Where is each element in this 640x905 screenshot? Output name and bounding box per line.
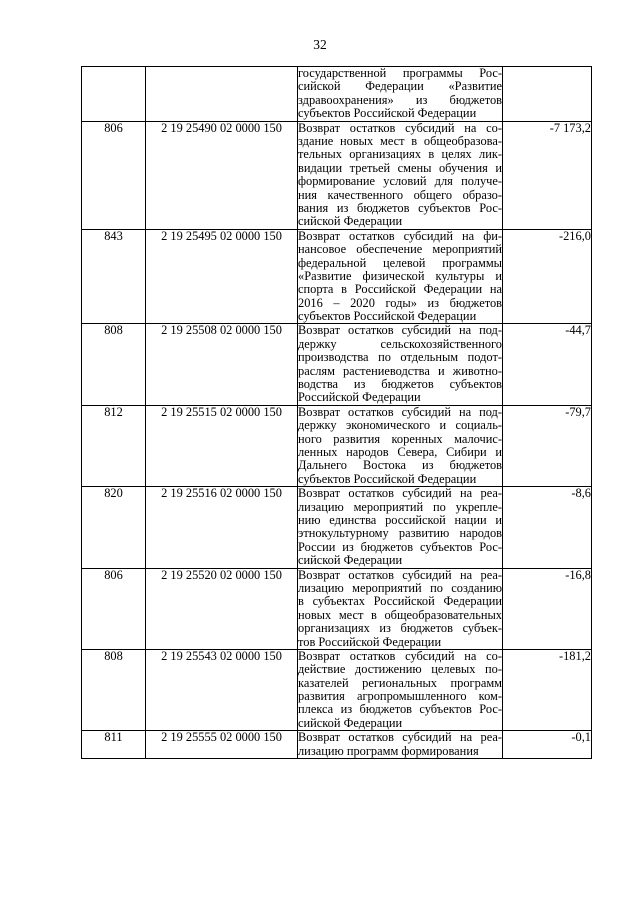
income-name-line: «Развитие физической культуры и (298, 269, 502, 283)
income-name-cell (298, 324, 503, 405)
amount-cell (503, 67, 592, 122)
budget-classification-code-cell: 2 19 25520 02 0000 150 (146, 568, 298, 649)
budget-classification-code-cell: 2 19 25495 02 0000 150 (146, 229, 298, 324)
income-name-cell (298, 405, 503, 486)
income-name-cell (298, 649, 503, 730)
income-name-line: 2016 – 2020 годы» из бюджетов (298, 296, 502, 310)
income-name-line: тельных организациях в целях лик- (298, 148, 502, 162)
income-name-line: действие достижению целевых по- (298, 663, 502, 677)
income-name-line: субъектов Российской Федерации (298, 471, 477, 486)
table-row (82, 121, 592, 229)
income-name-cell (298, 67, 503, 122)
page-number: 32 (313, 37, 327, 52)
income-name-line: казателей региональных программ (298, 676, 502, 690)
income-name-line: держку сельскохозяйственного (298, 337, 502, 351)
income-name-line: сийской Федерации (298, 214, 403, 229)
income-name-line: здравоохранения» из бюджетов (298, 93, 502, 107)
income-name-line: Возврат остатков субсидий на со- (298, 649, 502, 663)
income-name-line: Возврат остатков субсидий на реа- (298, 731, 502, 745)
table-row (82, 568, 592, 649)
income-name-line: лизацию мероприятий по укрепле- (298, 500, 502, 514)
income-name-line: раслям растениеводства и животно- (298, 364, 502, 378)
income-name-line: субъектов Российской Федерации (298, 309, 477, 324)
income-name-line: держку экономического и социаль- (298, 419, 502, 433)
admin-code-cell: 806 (82, 121, 146, 229)
budget-classification-code-cell: 2 19 25543 02 0000 150 (146, 649, 298, 730)
income-name-cell (298, 731, 503, 759)
budget-classification-code-cell: 2 19 25516 02 0000 150 (146, 487, 298, 568)
table-row (82, 649, 592, 730)
income-name-line: государственной программы Рос- (298, 67, 502, 80)
income-name-line: в субъектах Российской Федерации (298, 595, 502, 609)
amount-cell: -181,2 (503, 649, 592, 730)
income-name-line: ния качественного общего образо- (298, 188, 502, 202)
income-name-line: Дальнего Востока из бюджетов (298, 459, 502, 473)
budget-classification-code-cell (146, 67, 298, 122)
income-name-line: новых мест в общеобразовательных (298, 608, 502, 622)
income-name-line: формирование условий для получе- (298, 175, 502, 189)
income-name-line: плекса из бюджетов субъектов Рос- (298, 703, 502, 717)
amount-cell: -16,8 (503, 568, 592, 649)
income-name-line: здание новых мест в общеобразова- (298, 134, 502, 148)
income-name-line: водства из бюджетов субъектов (298, 378, 502, 392)
income-name-line: Возврат остатков субсидий на фи- (298, 229, 502, 243)
admin-code-cell: 806 (82, 568, 146, 649)
income-name-line: сийской Федерации (298, 715, 403, 730)
budget-classification-code-cell: 2 19 25508 02 0000 150 (146, 324, 298, 405)
admin-code-cell: 812 (82, 405, 146, 486)
income-name-line: нансовое обеспечение мероприятий (298, 243, 502, 257)
income-name-line: ного развития коренных малочис- (298, 432, 502, 446)
income-name-line: развития агропромышленного ком- (298, 690, 502, 704)
income-name-cell (298, 487, 503, 568)
admin-code-cell: 808 (82, 324, 146, 405)
admin-code-cell (82, 67, 146, 122)
income-name-line: этнокультурному развитию народов (298, 527, 502, 541)
income-name-line: вания из бюджетов субъектов Рос- (298, 201, 502, 215)
income-name-line: Возврат остатков субсидий на под- (298, 324, 502, 338)
income-name-line: России из бюджетов субъектов Рос- (298, 540, 502, 554)
income-name-line: организациях из бюджетов субъек- (298, 622, 502, 636)
income-name-line: Российской Федерации (298, 390, 421, 405)
income-name-line: нию единства российской нации и (298, 513, 502, 527)
amount-cell: -44,7 (503, 324, 592, 405)
income-name-line: видации третьей смены обучения и (298, 161, 502, 175)
table-row (82, 405, 592, 486)
budget-classification-code-cell: 2 19 25515 02 0000 150 (146, 405, 298, 486)
table-row (82, 67, 592, 122)
income-name-line: лизацию мероприятий по созданию (298, 581, 502, 595)
income-name-line: сийской Федерации «Развитие (298, 80, 502, 94)
income-name-line: спорта в Российской Федерации на (298, 283, 502, 297)
amount-cell: -0,1 (503, 731, 592, 759)
income-name-cell (298, 568, 503, 649)
table-row (82, 731, 592, 759)
table-body (82, 67, 592, 759)
income-name-line: тов Российской Федерации (298, 634, 442, 649)
income-name-line: ленных народов Севера, Сибири и (298, 446, 502, 459)
amount-cell: -7 173,2 (503, 121, 592, 229)
admin-code-cell: 843 (82, 229, 146, 324)
income-name-cell (298, 121, 503, 229)
income-name-line: Возврат остатков субсидий на под- (298, 405, 502, 419)
budget-classification-code-cell: 2 19 25490 02 0000 150 (146, 121, 298, 229)
budget-table (81, 66, 592, 759)
income-name-line: Возврат остатков субсидий на реа- (298, 487, 502, 501)
income-name-line: субъектов Российской Федерации (298, 106, 477, 121)
amount-cell: -8,6 (503, 487, 592, 568)
admin-code-cell: 811 (82, 731, 146, 759)
income-name-line: Возврат остатков субсидий на со- (298, 121, 502, 135)
table-row (82, 229, 592, 324)
income-name-line: производства по отдельным подот- (298, 351, 502, 365)
amount-cell: -79,7 (503, 405, 592, 486)
amount-cell: -216,0 (503, 229, 592, 324)
income-name-line: сийской Федерации (298, 553, 403, 568)
table-row (82, 487, 592, 568)
admin-code-cell: 808 (82, 649, 146, 730)
income-name-line: Возврат остатков субсидий на реа- (298, 568, 502, 582)
income-name-cell (298, 229, 503, 324)
income-name-line: лизацию программ формирования (298, 743, 479, 758)
admin-code-cell: 820 (82, 487, 146, 568)
table-row (82, 324, 592, 405)
income-name-line: федеральной целевой программы (298, 256, 502, 270)
budget-classification-code-cell: 2 19 25555 02 0000 150 (146, 731, 298, 759)
